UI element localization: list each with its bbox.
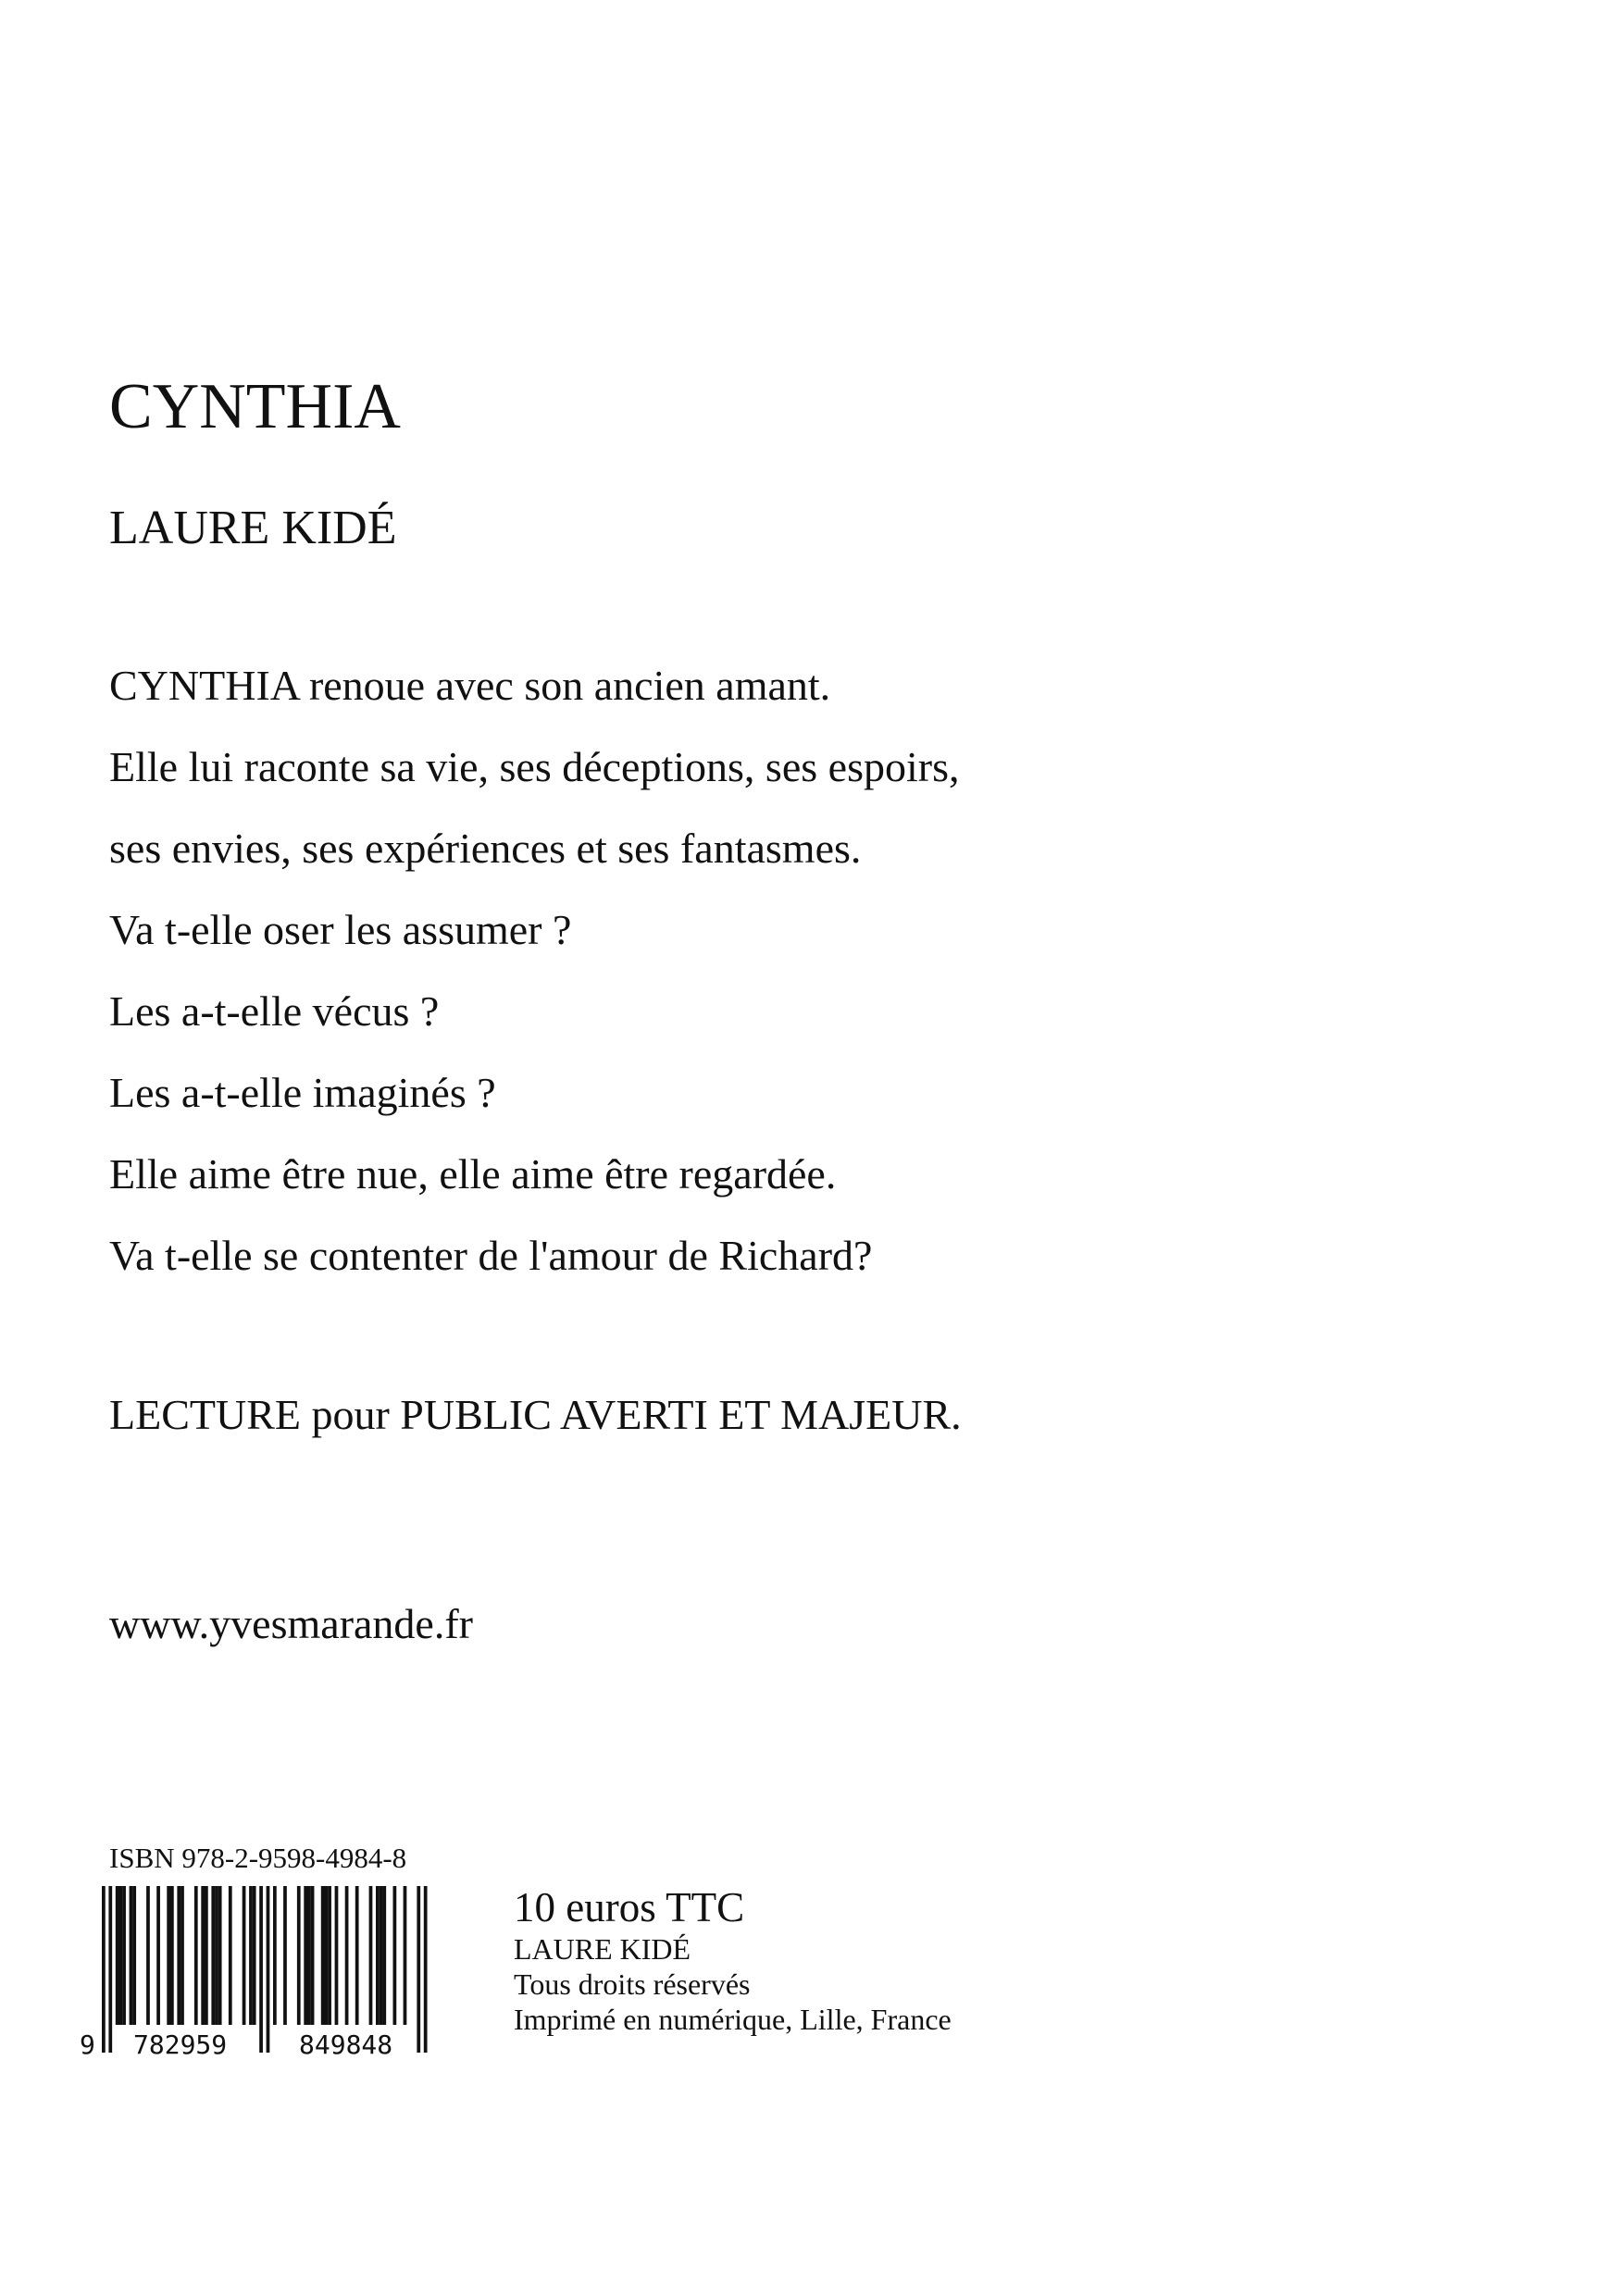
barcode-bar <box>177 1886 180 2025</box>
audience-warning: LECTURE pour PUBLIC AVERTI ET MAJEUR. <box>109 1391 962 1438</box>
barcode-bar <box>205 1886 208 2025</box>
publisher-website: www.yvesmarande.fr <box>109 1600 473 1647</box>
barcode-bar <box>132 1886 136 2025</box>
barcode-bar <box>119 1886 123 2025</box>
blurb-text <box>109 655 959 1307</box>
blurb-line: Va t-elle se contenter de l'amour de Richard? <box>109 1232 873 1279</box>
barcode-bar <box>335 1886 339 2025</box>
barcode-bar <box>218 1886 222 2025</box>
isbn-label: ISBN 978-2-9598-4984-8 <box>109 1842 407 1874</box>
barcode-guard-bar <box>108 1886 112 2053</box>
barcode-bar <box>325 1886 329 2025</box>
barcode-bar <box>180 1886 184 2025</box>
barcode-bar <box>243 1886 246 2025</box>
barcode-bar <box>380 1886 383 2025</box>
barcode-bar <box>307 1886 311 2025</box>
price: 10 euros TTC <box>514 1884 745 1930</box>
barcode-digits-right: 849848 <box>299 2029 393 2058</box>
barcode-bar <box>404 1886 407 2025</box>
barcode-bar <box>376 1886 380 2025</box>
barcode-bar <box>253 1886 256 2025</box>
barcode-bar <box>249 1886 253 2025</box>
barcode-guard-bar <box>102 1886 106 2053</box>
blurb-line: Les a-t-elle imaginés ? <box>109 1069 496 1116</box>
imprint-block <box>514 1883 952 2037</box>
barcode-bar <box>194 1886 198 2025</box>
barcode-digit-first: 9 <box>80 2029 95 2058</box>
barcode-bar <box>345 1886 349 2025</box>
barcode-bar <box>283 1886 287 2025</box>
barcode-bars <box>102 1886 428 2053</box>
barcode-guard-bar <box>267 1886 270 2053</box>
isbn-barcode <box>70 1886 457 2058</box>
barcode-bar <box>321 1886 325 2025</box>
barcode-bar <box>273 1886 277 2025</box>
barcode-bar <box>130 1886 133 2025</box>
print-notice: Imprimé en numérique, Lille, France <box>514 2003 952 2036</box>
barcode-bar <box>122 1886 126 2025</box>
barcode-bar <box>382 1886 386 2025</box>
barcode-bar <box>211 1886 215 2025</box>
barcode-bar <box>311 1886 315 2025</box>
blurb-line: CYNTHIA renoue avec son ancien amant. <box>109 662 831 709</box>
blurb-line: Va t-elle oser les assumer ? <box>109 906 572 953</box>
barcode-bar <box>328 1886 331 2025</box>
barcode-bar <box>170 1886 174 2025</box>
barcode-bar <box>355 1886 359 2025</box>
barcode-bar <box>146 1886 150 2025</box>
barcode-bar <box>116 1886 119 2025</box>
imprint-author: LAURE KIDÉ <box>514 1932 691 1966</box>
barcode-guard-bar <box>259 1886 263 2053</box>
blurb-line: Elle lui raconte sa vie, ses déceptions, ses espoirs, <box>109 743 960 790</box>
barcode-bar <box>369 1886 373 2025</box>
barcode-bar <box>156 1886 160 2025</box>
barcode-bar <box>215 1886 218 2025</box>
book-title: CYNTHIA <box>109 371 401 442</box>
barcode-guard-bar <box>417 1886 420 2053</box>
blurb-line: Les a-t-elle vécus ? <box>109 987 440 1035</box>
barcode-bar <box>393 1886 397 2025</box>
barcode-bar <box>304 1886 307 2025</box>
blurb-line: ses envies, ses expériences et ses fantasmes. <box>109 825 862 872</box>
barcode-bar <box>229 1886 232 2025</box>
book-author: LAURE KIDÉ <box>109 502 397 554</box>
barcode-digits-left: 782959 <box>133 2029 228 2058</box>
rights-notice: Tous droits réservés <box>514 1967 751 2001</box>
barcode-bar <box>167 1886 170 2025</box>
barcode-bar <box>201 1886 205 2025</box>
blurb-line: Elle aime être nue, elle aime être regardée. <box>109 1150 837 1198</box>
barcode-guard-bar <box>424 1886 428 2053</box>
barcode-bar <box>297 1886 301 2025</box>
